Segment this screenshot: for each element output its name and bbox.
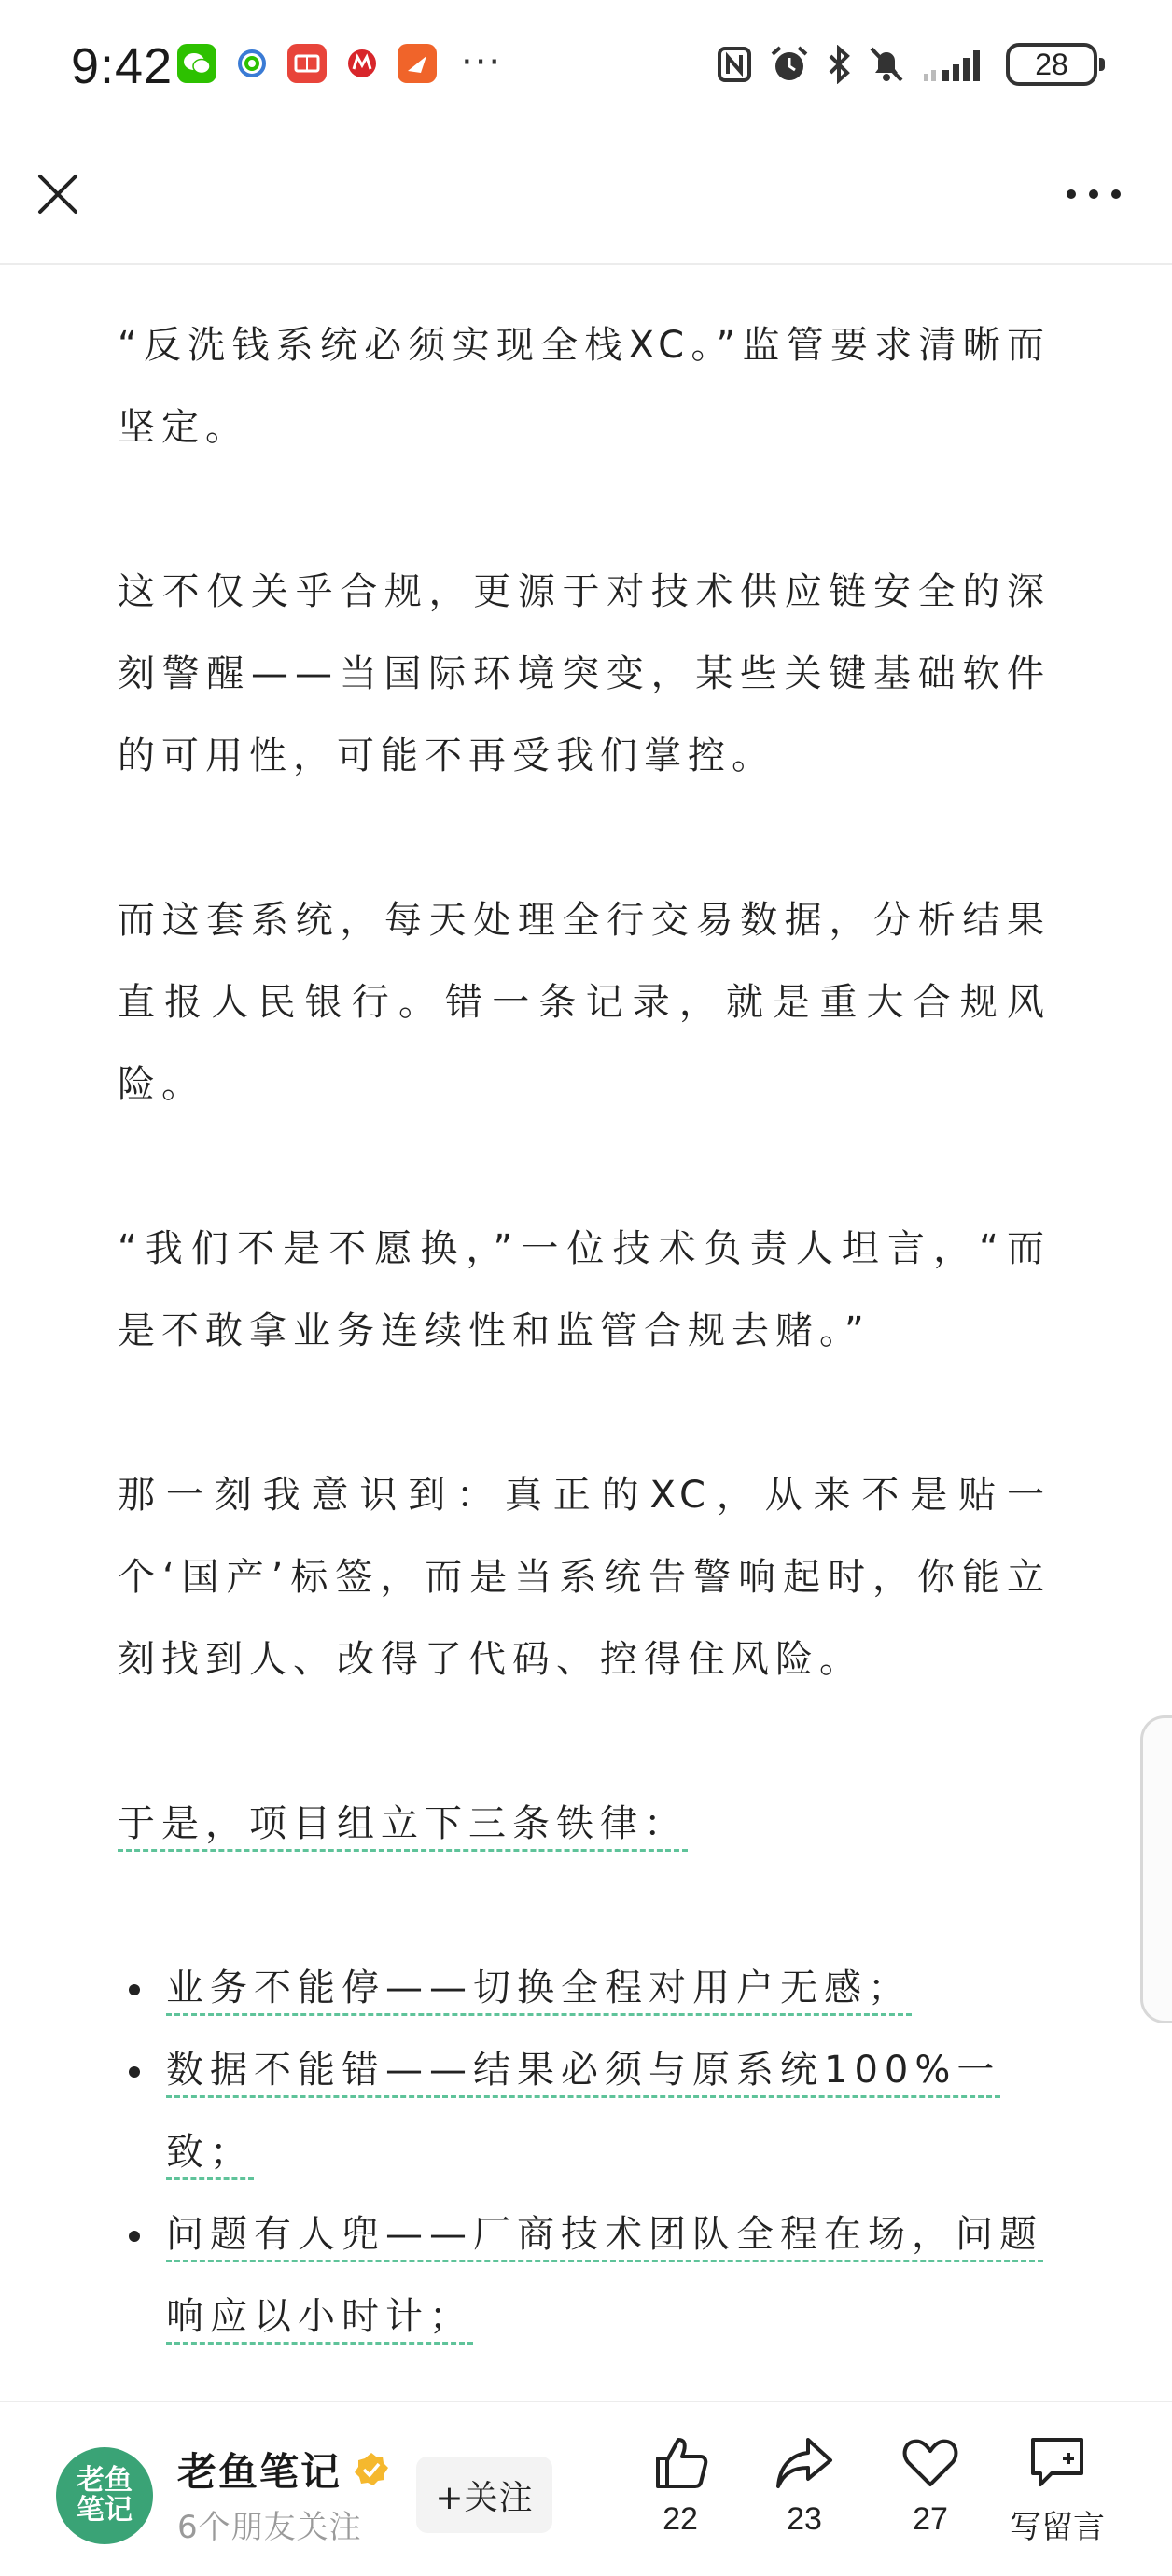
like-button[interactable] <box>620 2432 741 2538</box>
highlighted-text[interactable]: 业务不能停——切换全程对用户无感； <box>166 1967 912 2009</box>
highlighted-text[interactable]: 问题有人兜——厂商技术团队全程在场，问题响应以小时计； <box>166 2213 1043 2338</box>
bluetooth-icon <box>827 45 851 84</box>
bullet-list <box>118 1947 1051 2358</box>
mobile-network-icon <box>232 44 272 83</box>
reader-app-icon <box>287 44 327 83</box>
favorite-button[interactable] <box>870 2432 991 2538</box>
friends-following: 6个朋友关注 <box>177 2509 362 2546</box>
heart-icon <box>900 2432 960 2492</box>
verified-badge-icon <box>353 2451 390 2488</box>
mute-bell-icon <box>868 45 905 84</box>
status-time: 9:42 <box>71 38 174 94</box>
bullet-item <box>118 2029 1051 2193</box>
more-menu-button[interactable] <box>1056 161 1131 228</box>
nfc-icon <box>717 46 752 83</box>
close-icon <box>36 173 79 216</box>
like-count: 22 <box>663 2501 698 2537</box>
favorite-count: 27 <box>913 2501 948 2537</box>
bank-app-icon <box>342 44 382 83</box>
bullet-item <box>118 1947 1051 2029</box>
avatar[interactable] <box>56 2447 153 2544</box>
share-count: 23 <box>787 2501 822 2537</box>
thumbs-up-icon <box>650 2432 710 2492</box>
more-notifications-icon: ··· <box>461 41 503 84</box>
article-paragraph: 而这套系统，每天处理全行交易数据，分析结果直报人民银行。错一条记录，就是重大合规风险。 <box>118 899 1051 1106</box>
battery-icon: 28 <box>1006 43 1097 86</box>
news-app-icon <box>398 44 437 83</box>
highlighted-text[interactable]: 数据不能错——结果必须与原系统100%一致； <box>166 2049 1001 2174</box>
article-header <box>0 133 1172 265</box>
article-paragraph: 这不仅关乎合规，更源于对技术供应链安全的深刻警醒——当国际环境突变，某些关键基础软件的可用性，可能不再受我们掌控。 <box>118 570 1051 777</box>
status-bar <box>0 0 1172 133</box>
more-icon <box>1066 189 1122 200</box>
write-comment-button[interactable] <box>997 2432 1118 2547</box>
article-paragraph: “我们不是不愿换，”一位技术负责人坦言，“而是不敢拿业务连续性和监管合规去赌。” <box>118 1227 1051 1352</box>
alarm-icon <box>769 45 810 84</box>
avatar-text: 老鱼笔记 <box>77 2464 133 2527</box>
wechat-icon <box>177 44 216 83</box>
close-button[interactable] <box>24 161 91 228</box>
article-body <box>118 265 1051 2358</box>
notification-icons <box>177 44 437 83</box>
bullet-item <box>118 2193 1051 2358</box>
side-drawer-handle[interactable] <box>1140 1715 1172 2023</box>
author-name[interactable]: 老鱼笔记 <box>177 2449 342 2495</box>
article-paragraph-highlight <box>118 1783 1051 1865</box>
comment-label: 写留言 <box>1010 2510 1105 2545</box>
follow-button[interactable]: +关注 <box>416 2457 552 2533</box>
signal-icon <box>922 46 989 83</box>
highlighted-text[interactable]: 于是，项目组立下三条铁律： <box>118 1802 688 1845</box>
bottom-action-bar <box>0 2401 1172 2576</box>
share-button[interactable] <box>744 2432 865 2538</box>
comment-icon <box>1027 2432 1087 2492</box>
article-paragraph: 那一刻我意识到：真正的XC，从来不是贴一个‘国产’标签，而是当系统告警响起时，你能立刻找到人、改得了代码、控得住风险。 <box>118 1474 1051 1681</box>
article-paragraph: “反洗钱系统必须实现全栈XC。”监管要求清晰而坚定。 <box>118 324 1051 449</box>
system-icons <box>717 43 1097 86</box>
share-icon <box>774 2432 834 2492</box>
